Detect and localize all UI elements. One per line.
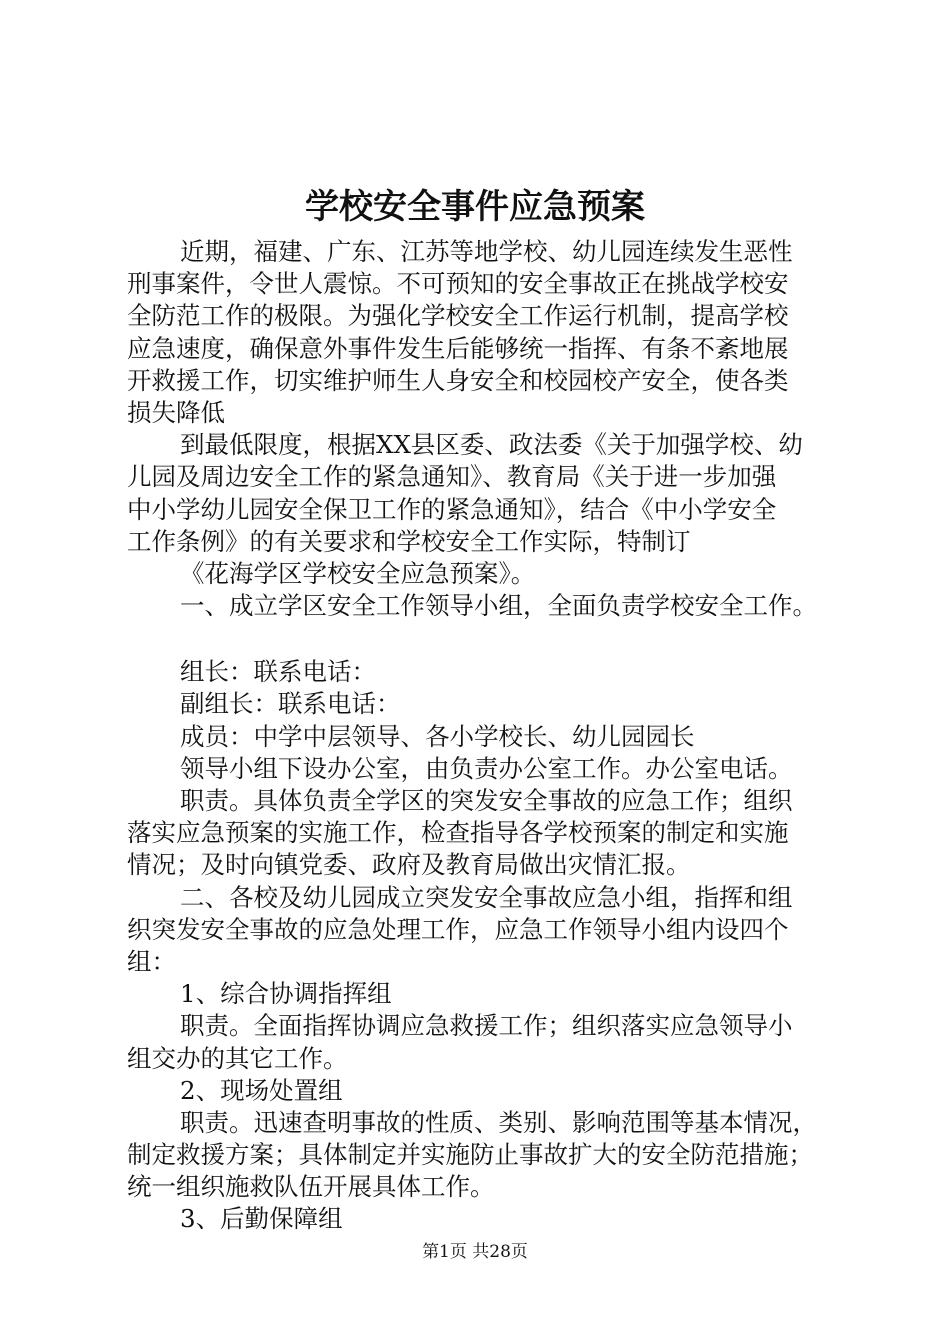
body-line: 刑事案件，令世人震惊。不可预知的安全事故正在挑战学校安 [127,269,789,299]
body-line: 儿园及周边安全工作的紧急通知》、教育局《关于进一步加强 [127,462,777,492]
document-body [127,236,832,1236]
page-number-footer: 第1页 共28页 [422,1242,528,1262]
document-title: 学校安全事件应急预案 [305,187,645,227]
body-line: 3、后勤保障组 [180,1204,343,1234]
body-line: 职责。具体负责全学区的突发安全事故的应急工作；组织 [180,786,793,815]
body-line: 统一组织施救队伍开展具体工作。 [127,1172,495,1202]
body-line: 织突发安全事故的应急处理工作，应急工作领导小组内设四个 [127,914,789,944]
body-line: 到最低限度，根据XX县区委、政法委《关于加强学校、幼 [180,430,803,460]
body-line: 落实应急预案的实施工作，检查指导各学校预案的制定和实施 [127,818,789,848]
body-line: 中小学幼儿园安全保卫工作的紧急通知》，结合《中小学安全 [127,494,777,524]
body-line: 成员：中学中层领导、各小学校长、幼儿园园长 [180,721,695,751]
body-line: 领导小组下设办公室，由负责办公室工作。办公室电话。 [180,753,793,783]
body-line: 二、各校及幼儿园成立突发安全事故应急小组，指挥和组 [180,882,793,912]
paragraph-gap [127,622,832,656]
body-line: 《花海学区学校安全应急预案》。 [180,558,536,588]
body-line: 职责。全面指挥协调应急救援工作；组织落实应急领导小 [180,1011,793,1041]
body-line: 全防范工作的极限。为强化学校安全工作运行机制，提高学校 [127,301,789,331]
body-line: 制定救援方案；具体制定并实施防止事故扩大的安全防范措施； [127,1140,813,1170]
body-line: 组交办的其它工作。 [127,1043,348,1073]
body-line: 职责。迅速查明事故的性质、类别、影响范围等基本情况， [180,1107,817,1137]
body-line: 近期，福建、广东、江苏等地学校、幼儿园连续发生恶性 [180,237,793,266]
body-line: 应急速度，确保意外事件发生后能够统一指挥、有条不紊地展 [127,333,789,363]
body-line: 组： [127,946,176,976]
body-line: 一、成立学区安全工作领导小组，全面负责学校安全工作。 [180,591,817,621]
body-line: 损失降低 [127,397,225,427]
body-line: 开救援工作，切实维护师生人身安全和校园校产安全，使各类 [127,365,789,395]
body-line: 1、综合协调指挥组 [180,979,392,1009]
body-line: 情况；及时向镇党委、政府及教育局做出灾情汇报。 [127,850,691,880]
body-line: 工作条例》的有关要求和学校安全工作实际，特制订 [127,526,691,556]
body-line: 组长：联系电话： [180,657,376,687]
body-line: 2、现场处置组 [180,1075,343,1105]
body-line: 副组长：联系电话： [180,689,401,719]
